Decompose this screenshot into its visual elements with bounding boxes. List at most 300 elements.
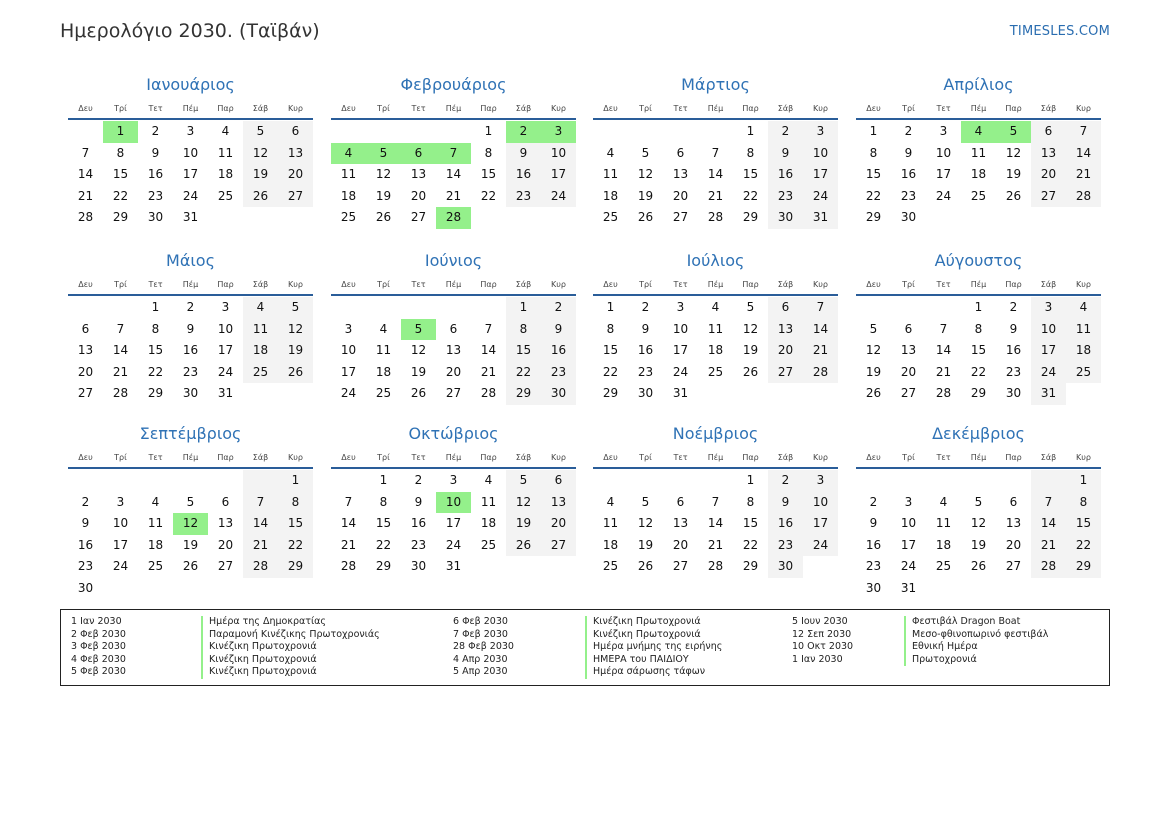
holiday-day: 6	[401, 143, 436, 165]
legend-holiday: Παραμονή Κινέζικης Πρωτοχρονιάς	[201, 629, 380, 642]
day-cell: 16	[182, 343, 199, 358]
day-cell: 29	[506, 383, 541, 405]
empty-cell	[856, 297, 891, 319]
day-cell: 16	[768, 513, 803, 535]
day-cell: 12	[278, 319, 313, 341]
day-cell: 6	[768, 297, 803, 319]
day-cell: 21	[340, 537, 357, 552]
legend-date: 5 Φεβ 2030	[71, 666, 126, 678]
day-cell: 13	[1031, 143, 1066, 165]
day-cell: 12	[970, 516, 987, 531]
weekday-label: Δευ	[341, 104, 356, 113]
day-cell: 1	[746, 473, 755, 487]
day-cell: 23	[410, 537, 427, 552]
day-cell: 7	[484, 321, 493, 336]
day-cell: 14	[77, 167, 94, 182]
day-cell: 7	[1066, 121, 1101, 143]
day-cell: 17	[112, 537, 129, 552]
legend-date: 4 Απρ 2030	[453, 653, 508, 665]
day-cell: 19	[278, 340, 313, 362]
day-cell: 22	[865, 188, 882, 203]
day-cell: 12	[1005, 145, 1022, 160]
day-cell: 26	[375, 210, 392, 225]
weekday-label: Σάβ	[777, 280, 794, 289]
day-cell: 7	[81, 145, 90, 160]
day-cell: 14	[480, 343, 497, 358]
empty-cell	[628, 121, 663, 143]
day-cell: 11	[602, 167, 619, 182]
legend-date: 1 Ιαν 2030	[71, 616, 122, 627]
weekday-label: Πέμ	[182, 104, 199, 113]
holiday-day: 5	[996, 121, 1031, 143]
month-name: Σεπτέμβριος	[139, 424, 242, 443]
day-cell: 7	[116, 321, 125, 336]
day-cell: 8	[379, 494, 388, 509]
day-cell: 29	[112, 210, 129, 225]
day-cell: 7	[1031, 492, 1066, 514]
days-grid	[856, 121, 1101, 229]
day-cell: 24	[112, 559, 129, 574]
day-cell: 22	[147, 364, 164, 379]
day-cell: 15	[506, 340, 541, 362]
day-cell: 2	[81, 494, 90, 509]
day-cell: 18	[217, 167, 234, 182]
day-cell: 15	[1066, 513, 1101, 535]
legend-holiday: Ημέρα μνήμης της ειρήνης	[585, 641, 722, 654]
day-cell: 2	[151, 124, 160, 138]
weekday-label: Παρ	[217, 280, 234, 289]
day-cell: 29	[742, 210, 759, 225]
day-cell: 10	[803, 492, 838, 514]
weekday-header	[68, 275, 313, 296]
day-cell: 8	[606, 321, 615, 336]
day-cell: 25	[602, 210, 619, 225]
legend-holiday: Ημέρα σάρωσης τάφων	[585, 666, 722, 679]
day-cell: 30	[541, 383, 576, 405]
day-cell: 16	[147, 167, 164, 182]
day-cell: 27	[768, 362, 803, 384]
legend-holiday: Φεστιβάλ Dragon Boat	[904, 616, 1048, 629]
month-name: Νοέμβριος	[672, 424, 759, 443]
weekday-label: Δευ	[341, 280, 356, 289]
day-cell: 28	[340, 559, 357, 574]
empty-cell	[926, 470, 961, 492]
day-cell: 26	[506, 535, 541, 557]
day-cell: 28	[1031, 556, 1066, 578]
days-grid	[856, 470, 1101, 600]
weekday-label: Πέμ	[970, 280, 987, 289]
weekday-label: Δευ	[603, 104, 618, 113]
day-cell: 12	[742, 321, 759, 336]
day-cell: 22	[742, 188, 759, 203]
empty-cell	[331, 297, 366, 319]
day-cell: 2	[641, 300, 650, 314]
day-cell: 22	[112, 188, 129, 203]
day-cell: 3	[803, 121, 838, 143]
day-cell: 1	[151, 300, 160, 314]
month-block	[856, 423, 1101, 600]
weekday-label: Τρί	[902, 453, 915, 462]
empty-cell	[68, 470, 103, 492]
day-cell: 4	[939, 494, 948, 509]
legend-date: 12 Σεπ 2030	[792, 628, 852, 640]
weekday-label: Πέμ	[182, 280, 199, 289]
days-grid	[331, 297, 576, 405]
holiday-day: 5	[366, 143, 401, 165]
day-cell: 12	[410, 343, 427, 358]
day-cell: 23	[541, 362, 576, 384]
weekday-header	[593, 448, 838, 469]
weekday-label: Δευ	[866, 104, 881, 113]
day-cell: 20	[768, 340, 803, 362]
day-cell: 2	[186, 300, 195, 314]
weekday-label: Τετ	[936, 104, 951, 113]
weekday-label: Κυρ	[1076, 453, 1091, 462]
day-cell: 6	[541, 470, 576, 492]
day-cell: 16	[1005, 343, 1022, 358]
day-cell: 9	[506, 143, 541, 165]
day-cell: 9	[81, 516, 90, 531]
day-cell: 13	[541, 492, 576, 514]
day-cell: 14	[112, 343, 129, 358]
day-cell: 26	[410, 386, 427, 401]
day-cell: 13	[672, 167, 689, 182]
weekday-label: Σάβ	[252, 280, 269, 289]
day-cell: 11	[480, 494, 497, 509]
day-cell: 28	[707, 210, 724, 225]
day-cell: 24	[445, 537, 462, 552]
weekday-label: Τετ	[411, 104, 426, 113]
day-cell: 1	[869, 124, 878, 138]
day-cell: 2	[869, 494, 878, 509]
day-cell: 22	[742, 537, 759, 552]
day-cell: 14	[707, 516, 724, 531]
day-cell: 28	[243, 556, 278, 578]
weekday-label: Πέμ	[445, 453, 462, 462]
empty-cell	[663, 470, 698, 492]
day-cell: 28	[77, 210, 94, 225]
day-cell: 15	[742, 167, 759, 182]
day-cell: 15	[278, 513, 313, 535]
legend-holiday: Κινέζικη Πρωτοχρονιά	[585, 629, 722, 642]
day-cell: 16	[77, 537, 94, 552]
day-cell: 19	[1005, 167, 1022, 182]
empty-cell	[593, 470, 628, 492]
weekday-label: Τετ	[148, 453, 163, 462]
day-cell: 26	[742, 364, 759, 379]
weekday-header	[856, 99, 1101, 120]
day-cell: 18	[375, 364, 392, 379]
day-cell: 30	[147, 210, 164, 225]
day-cell: 4	[1066, 297, 1101, 319]
weekday-label: Τρί	[114, 453, 127, 462]
day-cell: 31	[1031, 383, 1066, 405]
day-cell: 31	[445, 559, 462, 574]
weekday-label: Σάβ	[1040, 453, 1057, 462]
weekday-label: Παρ	[1005, 280, 1022, 289]
weekday-label: Τρί	[114, 104, 127, 113]
day-cell: 23	[900, 188, 917, 203]
weekday-label: Τρί	[377, 280, 390, 289]
weekday-label: Δευ	[78, 104, 93, 113]
day-cell: 20	[672, 537, 689, 552]
day-cell: 15	[742, 516, 759, 531]
day-cell: 12	[506, 492, 541, 514]
days-grid	[68, 297, 313, 405]
weekday-label: Σάβ	[252, 453, 269, 462]
weekday-label: Τετ	[673, 104, 688, 113]
day-cell: 9	[414, 494, 423, 509]
empty-cell	[366, 297, 401, 319]
holiday-day: 4	[331, 143, 366, 165]
day-cell: 10	[803, 143, 838, 165]
legend-date: 10 Οκτ 2030	[792, 641, 854, 653]
day-cell: 19	[970, 537, 987, 552]
day-cell: 23	[768, 535, 803, 557]
day-cell: 18	[480, 516, 497, 531]
day-cell: 30	[637, 386, 654, 401]
holiday-day: 2	[506, 121, 541, 143]
day-cell: 6	[904, 321, 913, 336]
day-cell: 20	[77, 364, 94, 379]
month-block	[593, 423, 838, 578]
site-link[interactable]: TIMESLES.COM	[1009, 24, 1110, 39]
empty-cell	[856, 470, 891, 492]
day-cell: 3	[939, 124, 948, 138]
weekday-header	[68, 99, 313, 120]
day-cell: 23	[506, 186, 541, 208]
day-cell: 29	[278, 556, 313, 578]
day-cell: 13	[278, 143, 313, 165]
weekday-label: Τρί	[639, 453, 652, 462]
day-cell: 30	[1005, 386, 1022, 401]
day-cell: 25	[970, 188, 987, 203]
day-cell: 6	[278, 121, 313, 143]
weekday-label: Τετ	[936, 453, 951, 462]
empty-cell	[68, 297, 103, 319]
days-grid	[593, 470, 838, 578]
weekday-label: Παρ	[217, 104, 234, 113]
day-cell: 27	[217, 559, 234, 574]
day-cell: 29	[1066, 556, 1101, 578]
holiday-day: 28	[436, 207, 471, 229]
day-cell: 3	[116, 494, 125, 509]
day-cell: 8	[116, 145, 125, 160]
day-cell: 14	[935, 343, 952, 358]
weekday-label: Δευ	[78, 280, 93, 289]
weekday-label: Τετ	[673, 280, 688, 289]
weekday-label: Τετ	[148, 280, 163, 289]
weekday-label: Σάβ	[515, 280, 532, 289]
day-cell: 6	[676, 145, 685, 160]
day-cell: 9	[768, 492, 803, 514]
day-cell: 3	[803, 470, 838, 492]
day-cell: 31	[900, 580, 917, 595]
weekday-label: Παρ	[742, 453, 759, 462]
weekday-label: Κυρ	[1076, 280, 1091, 289]
day-cell: 18	[970, 167, 987, 182]
day-cell: 9	[768, 143, 803, 165]
day-cell: 16	[768, 164, 803, 186]
day-cell: 6	[676, 494, 685, 509]
day-cell: 27	[278, 186, 313, 208]
empty-cell	[628, 470, 663, 492]
day-cell: 22	[1066, 535, 1101, 557]
month-name: Αύγουστος	[934, 251, 1023, 270]
day-cell: 1	[278, 470, 313, 492]
day-cell: 17	[935, 167, 952, 182]
day-cell: 23	[865, 559, 882, 574]
day-cell: 23	[147, 188, 164, 203]
day-cell: 24	[672, 364, 689, 379]
day-cell: 10	[900, 516, 917, 531]
day-cell: 6	[1009, 494, 1018, 509]
day-cell: 10	[340, 343, 357, 358]
day-cell: 13	[768, 319, 803, 341]
day-cell: 5	[641, 145, 650, 160]
day-cell: 26	[970, 559, 987, 574]
day-cell: 11	[147, 516, 164, 531]
weekday-label: Τρί	[377, 453, 390, 462]
legend-date: 5 Απρ 2030	[453, 666, 508, 678]
weekday-label: Πέμ	[707, 104, 724, 113]
day-cell: 19	[637, 188, 654, 203]
days-grid	[856, 297, 1101, 405]
day-cell: 9	[186, 321, 195, 336]
empty-cell	[891, 470, 926, 492]
day-cell: 28	[803, 362, 838, 384]
day-cell: 5	[746, 300, 755, 314]
month-block	[68, 74, 313, 229]
day-cell: 7	[939, 321, 948, 336]
day-cell: 20	[900, 364, 917, 379]
day-cell: 21	[1031, 535, 1066, 557]
weekday-label: Παρ	[742, 280, 759, 289]
day-cell: 26	[1005, 188, 1022, 203]
day-cell: 15	[970, 343, 987, 358]
weekday-label: Τετ	[411, 453, 426, 462]
empty-cell	[366, 121, 401, 143]
weekday-label: Πέμ	[970, 104, 987, 113]
day-cell: 22	[602, 364, 619, 379]
month-block	[68, 250, 313, 405]
day-cell: 25	[340, 210, 357, 225]
day-cell: 17	[672, 343, 689, 358]
legend-date: 28 Φεβ 2030	[453, 641, 514, 653]
legend-dates-col3	[792, 616, 853, 666]
day-cell: 9	[1009, 321, 1018, 336]
weekday-label: Κυρ	[551, 280, 566, 289]
day-cell: 8	[506, 319, 541, 341]
day-cell: 19	[182, 537, 199, 552]
day-cell: 3	[676, 300, 685, 314]
weekday-label: Κυρ	[1076, 104, 1091, 113]
day-cell: 18	[935, 537, 952, 552]
day-cell: 8	[746, 494, 755, 509]
month-block	[593, 250, 838, 405]
empty-cell	[401, 121, 436, 143]
day-cell: 11	[340, 167, 357, 182]
month-name: Ιούνιος	[424, 251, 483, 270]
empty-cell	[891, 297, 926, 319]
day-cell: 13	[900, 343, 917, 358]
day-cell: 29	[147, 386, 164, 401]
day-cell: 31	[182, 210, 199, 225]
day-cell: 9	[151, 145, 160, 160]
weekday-label: Τετ	[148, 104, 163, 113]
day-cell: 19	[865, 364, 882, 379]
day-cell: 9	[541, 319, 576, 341]
day-cell: 4	[711, 300, 720, 314]
weekday-label: Κυρ	[551, 453, 566, 462]
day-cell: 27	[1005, 559, 1022, 574]
day-cell: 23	[77, 559, 94, 574]
month-block	[68, 423, 313, 600]
day-cell: 1	[1066, 470, 1101, 492]
day-cell: 29	[602, 386, 619, 401]
day-cell: 27	[77, 386, 94, 401]
day-cell: 14	[803, 319, 838, 341]
day-cell: 30	[865, 580, 882, 595]
empty-cell	[401, 297, 436, 319]
days-grid	[593, 121, 838, 229]
weekday-label: Παρ	[480, 104, 497, 113]
day-cell: 2	[1009, 300, 1018, 314]
weekday-label: Σάβ	[515, 453, 532, 462]
legend-holiday: Εθνική Ημέρα	[904, 641, 1048, 654]
day-cell: 2	[768, 470, 803, 492]
weekday-label: Τρί	[639, 280, 652, 289]
day-cell: 24	[803, 186, 838, 208]
day-cell: 11	[935, 516, 952, 531]
day-cell: 6	[81, 321, 90, 336]
empty-cell	[926, 297, 961, 319]
day-cell: 21	[935, 364, 952, 379]
day-cell: 27	[445, 386, 462, 401]
day-cell: 1	[746, 124, 755, 138]
day-cell: 14	[445, 167, 462, 182]
day-cell: 17	[803, 164, 838, 186]
day-cell: 14	[243, 513, 278, 535]
day-cell: 16	[410, 516, 427, 531]
day-cell: 12	[637, 516, 654, 531]
holiday-day: 1	[103, 121, 138, 143]
day-cell: 25	[217, 188, 234, 203]
day-cell: 18	[1066, 340, 1101, 362]
day-cell: 7	[803, 297, 838, 319]
day-cell: 10	[112, 516, 129, 531]
day-cell: 14	[707, 167, 724, 182]
weekday-label: Δευ	[866, 453, 881, 462]
day-cell: 24	[541, 186, 576, 208]
day-cell: 10	[182, 145, 199, 160]
weekday-label: Παρ	[742, 104, 759, 113]
month-block	[593, 74, 838, 229]
day-cell: 15	[480, 167, 497, 182]
empty-cell	[103, 297, 138, 319]
legend-date: 4 Φεβ 2030	[71, 653, 126, 665]
day-cell: 17	[900, 537, 917, 552]
day-cell: 17	[340, 364, 357, 379]
day-cell: 11	[970, 145, 987, 160]
day-cell: 18	[602, 188, 619, 203]
weekday-label: Σάβ	[777, 453, 794, 462]
day-cell: 3	[186, 124, 195, 138]
day-cell: 15	[375, 516, 392, 531]
day-cell: 20	[217, 537, 234, 552]
day-cell: 3	[221, 300, 230, 314]
weekday-label: Τετ	[936, 280, 951, 289]
